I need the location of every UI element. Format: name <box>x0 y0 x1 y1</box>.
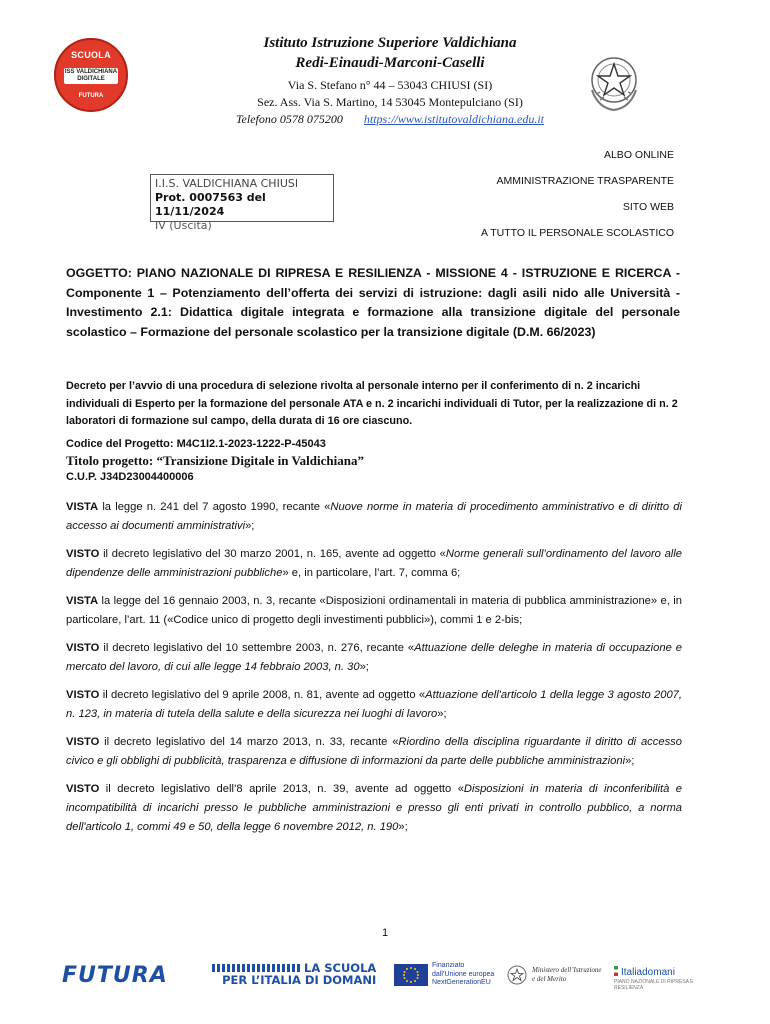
project-cup: C.U.P. J34D23004400006 <box>66 471 194 483</box>
body-paragraph: VISTO il decreto legislativo del 14 marzo 2013, n. 33, recante «Riordino della disciplina riguardante il diritto di accesso civico e gli obblighi di pubblicità, trasparenza e diffusione di informazioni da parte delle pubbliche amministrazioni»; <box>66 736 682 767</box>
document-body <box>66 498 682 846</box>
institute-address: Via S. Stefano n° 44 – 53043 CHIUSI (SI) <box>287 78 493 92</box>
subject-heading: OGGETTO: PIANO NAZIONALE DI RIPRESA E RESILIENZA - MISSIONE 4 - ISTRUZIONE E RICERCA - Componente 1 – Potenziamento dell’offerta dei servizi di istruzione: dagli asili nido alle Università - Investimento 2.1: Didattica digitale integrata e formazione alla transizione digitale del personale scolastico – Formazione del personale scolastico per la transizione digitale (D.M. 66/2023) <box>66 266 680 339</box>
body-paragraph: VISTA la legge n. 241 del 7 agosto 1990, recante «Nuove norme in materia di procedimento amministrativo e di diritto di accesso ai documenti amministrativi»; <box>66 501 682 532</box>
stamp-line-3: IV (Uscita) <box>155 219 212 232</box>
body-paragraph: VISTO il decreto legislativo dell’8 aprile 2013, n. 39, avente ad oggetto «Disposizioni in materia di inconferibilità e incompatibilità di incarichi presso le pubbliche amministrazioni e presso gli enti privati in controllo pubblico, a norma dell'articolo 1, commi 49 e 50, della legge 6 novembre 2012, n. 190»; <box>66 783 683 833</box>
body-paragraph: VISTO il decreto legislativo del 10 settembre 2003, n. 276, recante «Attuazione delle deleghe in materia di occupazione e mercato del lavoro, di cui alle legge 14 febbraio 2003, n. 30»; <box>66 642 682 673</box>
recipient-item: SITO WEB <box>622 201 674 213</box>
body-paragraph: VISTO il decreto legislativo del 9 aprile 2008, n. 81, avente ad oggetto «Attuazione dell'articolo 1 della legge 3 agosto 2007, n. 123, in materia di tutela della salute e della sicurezza nei luoghi di lavoro»; <box>66 689 682 720</box>
futura-logo: FUTURA <box>62 963 168 988</box>
recipients-list <box>481 142 674 246</box>
institute-subname: Redi-Einaudi-Marconi-Caselli <box>295 55 485 71</box>
institute-name: Istituto Istruzione Superiore Valdichiana <box>263 35 517 51</box>
eu-flag-icon <box>394 964 428 986</box>
italian-flag-icon <box>614 966 618 976</box>
italian-republic-emblem-icon <box>584 50 644 114</box>
logo-text-futura: FUTURA <box>78 93 104 99</box>
italiadomani-logo: Italiadomani PIANO NAZIONALE DI RIPRESA E RESILIENZA <box>614 967 694 991</box>
stamp-protocol-number: Prot. 0007563 del 11/11/2024 <box>155 191 266 218</box>
page-number: 1 <box>381 927 389 939</box>
logo-text-iss: ISS VALDICHIANA DIGITALE <box>64 69 118 82</box>
project-code: Codice del Progetto: M4C1I2.1-2023-1222-P-45043 <box>66 438 326 450</box>
scuola-italia-domani-logo: LA SCUOLA PER L’ITALIA DI DOMANI <box>214 962 376 986</box>
footer-logos <box>54 960 694 992</box>
project-title: Titolo progetto: “Transizione Digitale in Valdichiana” <box>66 453 364 468</box>
institute-website-link[interactable]: https://www.istitutovaldichiana.edu.it <box>363 112 545 126</box>
body-paragraph: VISTO il decreto legislativo del 30 marzo 2001, n. 165, avente ad oggetto «Norme generali sull’ordinamento del lavoro alle dipendenze delle amministrazioni pubbliche» e, in particolare, l’art. 7, comma 6; <box>66 548 682 579</box>
protocol-stamp <box>150 174 334 232</box>
institute-phone: Telefono 0578 075200 <box>235 112 343 126</box>
recipient-item: A TUTTO IL PERSONALE SCOLASTICO <box>481 227 674 239</box>
body-paragraph: VISTA la legge del 16 gennaio 2003, n. 3, recante «Disposizioni ordinamentali in materia di pubblica amministrazione» e, in particolare, l’art. 11 («Codice unico di progetto degli investimenti pubblici»), commi 1 e 2-bis; <box>66 595 682 626</box>
logo-text-scuola: SCUOLA <box>71 50 111 60</box>
eu-funding-text: Finanziato dall’Unione europea NextGenerationEU <box>432 962 495 986</box>
recipient-item: AMMINISTRAZIONE TRASPARENTE <box>496 175 674 187</box>
ministry-text: Ministero dell’Istruzione e del Merito <box>532 966 602 983</box>
ministry-emblem-icon <box>506 964 528 986</box>
decree-text: Decreto per l’avvio di una procedura di selezione rivolta al personale interno per il conferimento di n. 2 incarichi individuali di Esperto per la formazione del personale ATA e n. 2 incarichi individuali di Tutor, per la realizzazione di n. 2 laboratori di formazione sul campo, della durata di 16 ore ciascuno. <box>66 380 678 427</box>
stamp-line-1: I.I.S. VALDICHIANA CHIUSI <box>155 177 299 190</box>
stripe-icon <box>212 964 300 972</box>
institute-contacts <box>190 111 590 128</box>
recipient-item: ALBO ONLINE <box>603 149 674 161</box>
school-logo <box>54 38 128 112</box>
project-codes <box>66 436 686 485</box>
institute-header <box>190 34 590 128</box>
institute-address-2: Sez. Ass. Via S. Martino, 14 53045 Montepulciano (SI) <box>257 95 523 109</box>
